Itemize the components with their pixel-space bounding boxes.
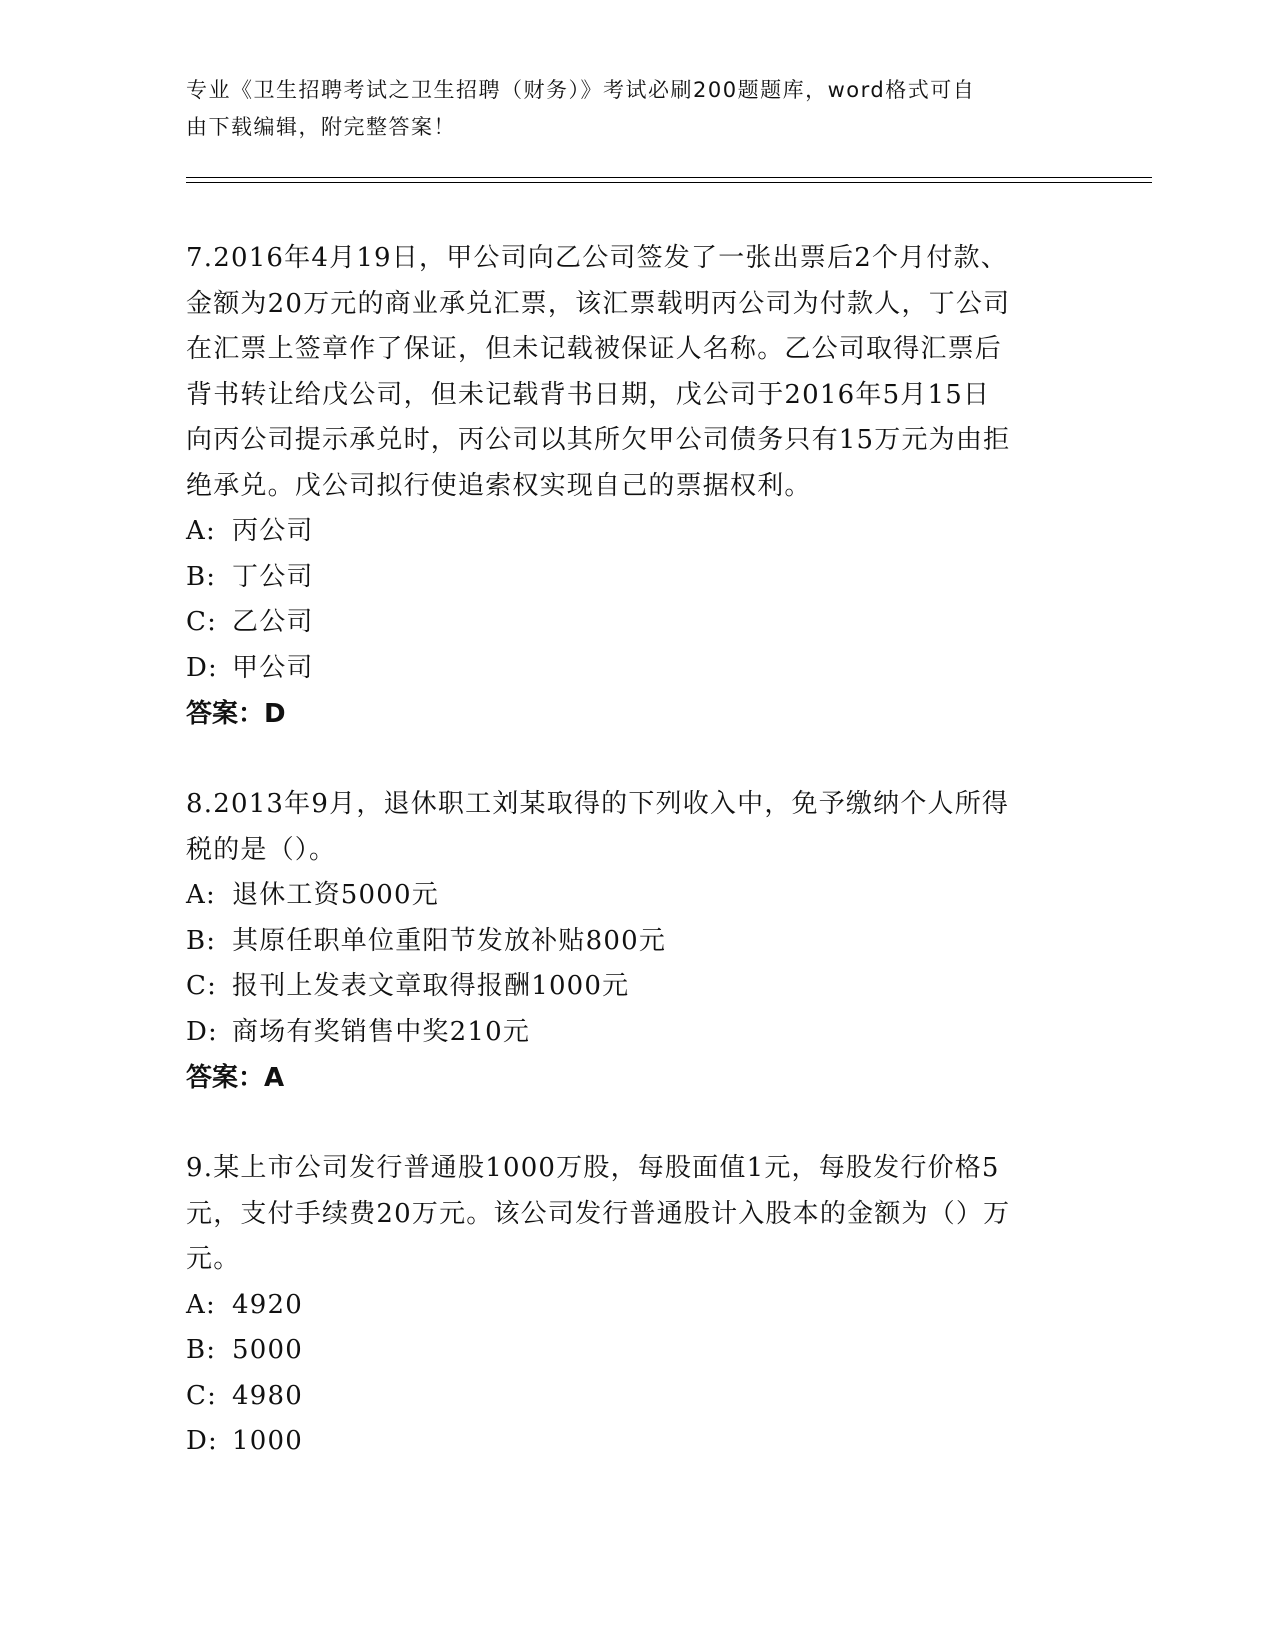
header-divider-bottom xyxy=(186,182,1152,183)
option-label: C: xyxy=(186,1380,218,1411)
option-label: A: xyxy=(186,1289,216,1320)
question-text-line: 向丙公司提示承兑时，丙公司以其所欠甲公司债务只有15万元为由拒 xyxy=(186,425,1011,455)
option-c xyxy=(186,964,1066,1010)
option-b xyxy=(186,555,1066,601)
document-header xyxy=(186,72,1066,146)
option-text: 丁公司 xyxy=(232,561,314,592)
question-text-line: 元。 xyxy=(186,1244,241,1274)
question-text-line: 绝承兑。戊公司拟行使追索权实现自己的票据权利。 xyxy=(186,470,812,501)
question-8 xyxy=(186,782,1066,1101)
answer: 答案：A xyxy=(186,1063,285,1093)
option-a xyxy=(186,509,1066,555)
option-text: 商场有奖销售中奖210元 xyxy=(232,1016,531,1047)
option-label: D: xyxy=(186,1016,219,1047)
option-text: 甲公司 xyxy=(232,652,314,683)
option-text: 4920 xyxy=(232,1289,303,1320)
option-label: C: xyxy=(186,971,218,1001)
question-text-line: 9.某上市公司发行普通股1000万股，每股面值1元，每股发行价格5 xyxy=(186,1153,1000,1183)
question-text-line: 金额为20万元的商业承兑汇票，该汇票载明丙公司为付款人，丁公司 xyxy=(186,288,1011,319)
option-text: 4980 xyxy=(232,1380,303,1411)
option-text: 1000 xyxy=(232,1426,303,1456)
option-text: 乙公司 xyxy=(232,607,314,637)
option-b xyxy=(186,1328,1066,1374)
option-a xyxy=(186,1283,1066,1329)
option-label: A: xyxy=(186,516,216,546)
option-text: 丙公司 xyxy=(232,516,314,546)
option-b xyxy=(186,919,1066,965)
option-text: 退休工资5000元 xyxy=(232,880,439,910)
question-text-line: 8.2013年9月，退休职工刘某取得的下列收入中，免予缴纳个人所得 xyxy=(186,789,1010,819)
option-a xyxy=(186,873,1066,919)
question-7 xyxy=(186,236,1066,737)
option-c xyxy=(186,600,1066,646)
question-text-line: 税的是（）。 xyxy=(186,834,337,865)
option-text: 报刊上发表文章取得报酬1000元 xyxy=(232,971,630,1001)
option-d xyxy=(186,1010,1066,1056)
option-d xyxy=(186,646,1066,692)
option-c xyxy=(186,1374,1066,1420)
option-text: 其原任职单位重阳节发放补贴800元 xyxy=(232,925,667,956)
question-9 xyxy=(186,1146,1066,1465)
header-divider-top xyxy=(186,177,1152,178)
question-text-line: 背书转让给戊公司，但未记载背书日期，戊公司于2016年5月15日 xyxy=(186,379,991,410)
question-text-line: 元，支付手续费20万元。该公司发行普通股计入股本的金额为（）万 xyxy=(186,1198,1011,1229)
header-line-2: 由下载编辑，附完整答案！ xyxy=(186,115,456,139)
option-d xyxy=(186,1419,1066,1465)
header-line-1: 专业《卫生招聘考试之卫生招聘（财务）》考试必刷200题题库，word格式可自 xyxy=(186,78,976,102)
option-label: B: xyxy=(186,561,217,592)
option-text: 5000 xyxy=(232,1335,303,1365)
question-text-line: 在汇票上签章作了保证，但未记载被保证人名称。乙公司取得汇票后 xyxy=(186,334,1003,364)
question-text-line: 7.2016年4月19日，甲公司向乙公司签发了一张出票后2个月付款、 xyxy=(186,243,1008,273)
answer: 答案：D xyxy=(186,699,286,729)
option-label: B: xyxy=(186,925,217,956)
option-label: D: xyxy=(186,1426,219,1456)
option-label: A: xyxy=(186,880,216,910)
option-label: C: xyxy=(186,607,218,637)
option-label: B: xyxy=(186,1335,217,1365)
question-list xyxy=(186,236,1066,1510)
option-label: D: xyxy=(186,652,219,683)
